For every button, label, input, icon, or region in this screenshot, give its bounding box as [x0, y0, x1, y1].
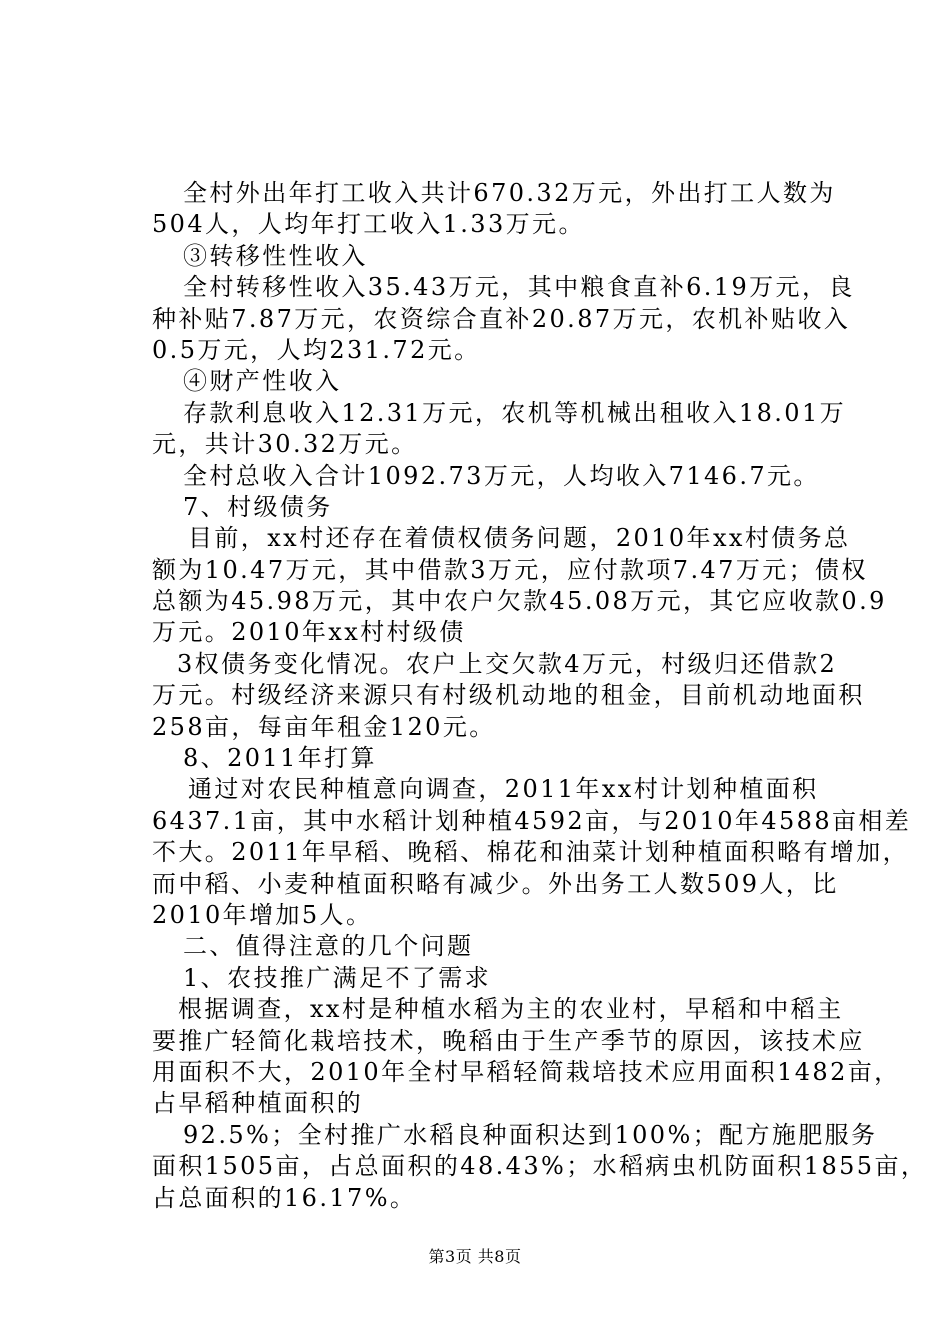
text-line: 7、村级债务: [183, 492, 333, 521]
text-line: 2010年增加5人。: [152, 900, 373, 929]
text-line: 全村外出年打工收入共计670.32万元，外出打工人数为: [183, 179, 836, 207]
text-line: 存款利息收入12.31万元，农机等机械出租收入18.01万: [183, 398, 847, 427]
text-line: 而中稻、小麦种植面积略有减少。外出务工人数509人，比: [152, 869, 839, 898]
text-line: ③转移性性收入: [183, 241, 368, 270]
text-line: 8、2011年打算: [183, 744, 377, 773]
text-line: ④财产性收入: [183, 367, 342, 396]
text-line: 要推广轻简化栽培技术，晚稻由于生产季节的原因，该技术应: [152, 1026, 865, 1055]
text-line: 3权债务变化情况。农户上交欠款4万元，村级归还借款2: [177, 649, 838, 678]
text-line: 0.5万元，人均231.72元。: [152, 335, 481, 364]
text-line: 万元。村级经济来源只有村级机动地的租金，目前机动地面积: [152, 681, 865, 710]
text-line: 总额为45.98万元，其中农户欠款45.08万元，其它应收款0.9: [152, 587, 887, 616]
text-line: 二、值得注意的几个问题: [183, 932, 474, 961]
text-line: 占早稻种植面积的: [152, 1089, 364, 1118]
text-line: 504人，人均年打工收入1.33万元。: [152, 210, 585, 239]
document-body: [152, 178, 928, 1214]
text-line: 通过对农民种植意向调查，2011年xx村计划种植面积: [188, 775, 819, 804]
text-line: 92.5%；全村推广水稻良种面积达到100%；配方施肥服务: [183, 1120, 878, 1149]
page-footer: 第3页 共8页: [428, 1247, 522, 1266]
text-line: 6437.1亩，其中水稻计划种植4592亩，与2010年4588亩相差: [152, 806, 912, 835]
text-line: 用面积不大，2010年全村早稻轻简栽培技术应用面积1482亩，: [152, 1057, 901, 1086]
text-line: 1、农技推广满足不了需求: [183, 963, 492, 992]
text-line: 目前，xx村还存在着债权债务问题，2010年xx村债务总: [188, 524, 851, 553]
text-line: 种补贴7.87万元，农资综合直补20.87万元，农机补贴收入: [152, 304, 851, 333]
text-line: 元，共计30.32万元。: [152, 430, 418, 459]
text-line: 占总面积的16.17%。: [152, 1183, 417, 1212]
text-line: 全村转移性收入35.43万元，其中粮食直补6.19万元，良: [183, 273, 855, 302]
text-line: 面积1505亩，占总面积的48.43%；水稻病虫机防面积1855亩，: [152, 1152, 928, 1181]
text-line: 不大。2011年早稻、晚稻、棉花和油菜计划种植面积略有增加，: [152, 838, 910, 867]
text-line: 万元。2010年xx村村级债: [152, 618, 466, 647]
text-line: 根据调查，xx村是种植水稻为主的农业村，早稻和中稻主: [178, 995, 844, 1024]
text-line: 258亩，每亩年租金120元。: [152, 712, 496, 741]
text-line: 全村总收入合计1092.73万元，人均收入7146.7元。: [183, 461, 820, 490]
text-line: 额为10.47万元，其中借款3万元，应付款项7.47万元；债权: [152, 555, 868, 584]
